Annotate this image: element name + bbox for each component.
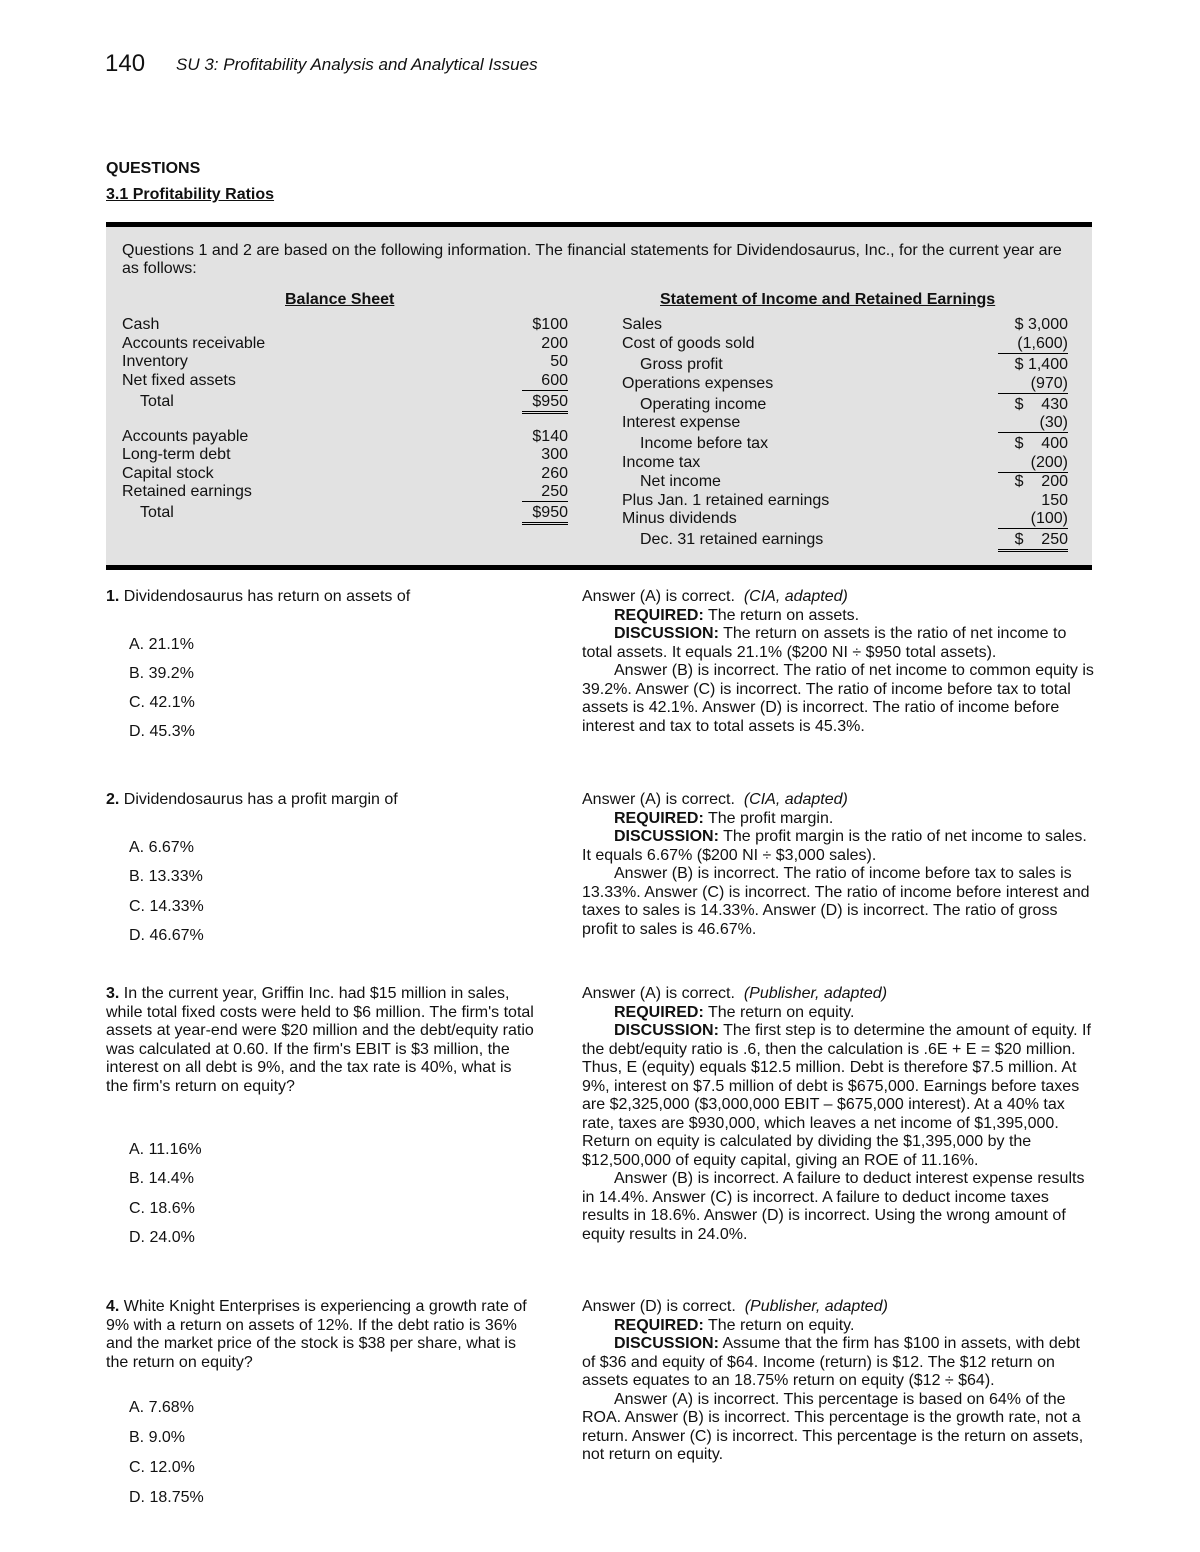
is-label: Dec. 31 retained earnings bbox=[640, 531, 824, 548]
is-label: Cost of goods sold bbox=[622, 335, 755, 352]
is-label: Net income bbox=[640, 473, 721, 490]
is-value: (1,600) bbox=[998, 335, 1068, 354]
info-intro: Questions 1 and 2 are based on the following information. The financial statements for Dividendosaurus, Inc., for the current year are as follows: bbox=[122, 242, 1062, 277]
is-label: Gross profit bbox=[640, 356, 723, 373]
discussion-label: DISCUSSION: bbox=[614, 828, 719, 845]
bs-label: Retained earnings bbox=[122, 483, 252, 500]
answer-option[interactable]: A. 11.16% bbox=[129, 1141, 202, 1158]
answer-option[interactable]: A. 7.68% bbox=[129, 1399, 194, 1416]
required-label: REQUIRED: bbox=[614, 606, 704, 624]
required-text: The profit margin. bbox=[707, 809, 834, 827]
answer-source: (CIA, adapted) bbox=[743, 588, 848, 605]
incorrect-answers-text: Answer (B) is incorrect. The ratio of income before tax to sales is 13.33%. Answer (C) is incorrect. The ratio of income before interest and taxes to sales is 14.33%. Answer (D) is incorrect. The ratio of gross profit to sales is 46.67%. bbox=[582, 865, 1090, 938]
answer-line: Answer (A) is correct. bbox=[582, 588, 735, 605]
answer-option[interactable]: D. 18.75% bbox=[129, 1489, 204, 1506]
bs-value: 300 bbox=[541, 446, 568, 463]
is-label: Minus dividends bbox=[622, 510, 737, 527]
answer-option[interactable]: D. 24.0% bbox=[129, 1229, 195, 1246]
required-label: REQUIRED: bbox=[614, 809, 704, 827]
required-text: The return on assets. bbox=[707, 606, 860, 624]
bs-label: Accounts receivable bbox=[122, 335, 266, 352]
answer-option[interactable]: B. 9.0% bbox=[129, 1429, 186, 1446]
is-value: 150 bbox=[1041, 492, 1068, 509]
question-number: 1. bbox=[106, 588, 120, 605]
bs-value: 50 bbox=[550, 353, 568, 370]
required-label: REQUIRED: bbox=[614, 1003, 704, 1021]
required-label: REQUIRED: bbox=[614, 1316, 704, 1334]
is-value: $ 400 bbox=[1014, 435, 1068, 452]
is-label: Income tax bbox=[622, 454, 701, 471]
bs-total-value: $950 bbox=[522, 393, 568, 414]
is-label: Operations expenses bbox=[622, 375, 774, 392]
bs-value: $140 bbox=[532, 428, 568, 445]
is-value: (200) bbox=[998, 454, 1068, 473]
answer-line: Answer (D) is correct. bbox=[582, 1298, 736, 1315]
page-number: 140 bbox=[105, 50, 146, 77]
bs-value: 200 bbox=[541, 335, 568, 352]
is-label: Plus Jan. 1 retained earnings bbox=[622, 492, 830, 509]
answer-option[interactable]: B. 13.33% bbox=[129, 868, 203, 885]
discussion-text: Assume that the firm has $100 in assets, with debt of $36 and equity of $64. Income (return) is $12. The $12 return on assets equates to an 18.75% return on equity ($12 ÷ $64). bbox=[582, 1335, 1080, 1389]
answer-option[interactable]: C. 42.1% bbox=[129, 694, 195, 711]
incorrect-answers-text: Answer (A) is incorrect. This percentage is based on 64% of the ROA. Answer (B) is incorrect. This percentage is the growth rate, not a return. Answer (C) is incorrect. This percentage is the return on assets, not return on equity. bbox=[582, 1390, 1084, 1463]
is-label: Operating income bbox=[640, 396, 767, 413]
bs-value: $100 bbox=[532, 316, 568, 333]
bs-label: Capital stock bbox=[122, 465, 214, 482]
question-stem bbox=[106, 1298, 534, 1372]
answer-source: (Publisher, adapted) bbox=[744, 1298, 888, 1315]
question-stem bbox=[106, 985, 534, 1096]
bs-total-label: Total bbox=[140, 393, 174, 410]
bs-label: Cash bbox=[122, 316, 160, 333]
is-label: Interest expense bbox=[622, 414, 741, 431]
answer-option[interactable]: D. 46.67% bbox=[129, 927, 204, 944]
balance-sheet-title: Balance Sheet bbox=[285, 291, 395, 308]
is-value: $ 250 bbox=[998, 531, 1068, 552]
answer-option[interactable]: B. 14.4% bbox=[129, 1170, 194, 1187]
answer-option[interactable]: C. 14.33% bbox=[129, 898, 204, 915]
answer-option[interactable]: A. 21.1% bbox=[129, 636, 194, 653]
answer-line: Answer (A) is correct. bbox=[582, 985, 735, 1002]
is-value: (970) bbox=[998, 375, 1068, 394]
section-subtitle: 3.1 Profitability Ratios bbox=[106, 186, 275, 203]
question-number: 3. bbox=[106, 985, 120, 1002]
discussion-label: DISCUSSION: bbox=[614, 625, 719, 642]
bs-value: 260 bbox=[541, 465, 568, 482]
question-stem bbox=[106, 588, 526, 607]
is-label: Sales bbox=[622, 316, 663, 333]
answer-line: Answer (A) is correct. bbox=[582, 791, 735, 808]
unit-title: SU 3: Profitability Analysis and Analytical Issues bbox=[176, 55, 538, 74]
income-statement-title: Statement of Income and Retained Earnings bbox=[660, 291, 996, 308]
bs-label: Net fixed assets bbox=[122, 372, 236, 389]
question-number: 4. bbox=[106, 1298, 120, 1315]
discussion-text: The first step is to determine the amount of equity. If the debt/equity ratio is .6, then the calculation is .6E + E = $20 million. Thus, E (equity) equals $12.5 million. Debt is therefore $7.5 million. At 9%, interest on $7.5 million of debt is $675,000. Earnings before taxes are $2,325,000 ($3,000,000 EBIT – $675,000 interest). At a 40% tax rate, taxes are $930,000, which leaves a net income of $1,395,000. Return on equity is calculated by dividing the $1,395,000 by the $12,500,000 of equity capital, giving an ROE of 11.16%. bbox=[582, 1022, 1091, 1169]
answer-option[interactable]: C. 12.0% bbox=[129, 1459, 195, 1476]
question-text: Dividendosaurus has return on assets of bbox=[123, 588, 411, 605]
is-value: $ 200 bbox=[1014, 473, 1068, 490]
discussion-text: The profit margin is the ratio of net income to sales. It equals 6.67% ($200 NI ÷ $3,000 sales). bbox=[582, 828, 1087, 864]
discussion-label: DISCUSSION: bbox=[614, 1335, 719, 1352]
answer-option[interactable]: A. 6.67% bbox=[129, 839, 194, 856]
is-value: $ 3,000 bbox=[1014, 316, 1068, 333]
bs-value: 250 bbox=[522, 483, 568, 502]
question-stem bbox=[106, 791, 526, 810]
is-value: $ 430 bbox=[1014, 396, 1068, 413]
bs-total-value: $950 bbox=[522, 504, 568, 525]
answer-explanation bbox=[582, 1298, 1094, 1465]
is-value: (100) bbox=[998, 510, 1068, 529]
incorrect-answers-text: Answer (B) is incorrect. The ratio of net income to common equity is 39.2%. Answer (C) is incorrect. The ratio of income before tax to total assets is 42.1%. Answer (D) is incorrect. The ratio of income before interest and tax to total assets is 45.3%. bbox=[582, 662, 1094, 735]
answer-explanation bbox=[582, 985, 1094, 1244]
answer-explanation bbox=[582, 791, 1094, 939]
answer-source: (CIA, adapted) bbox=[743, 791, 848, 808]
required-text: The return on equity. bbox=[707, 1316, 855, 1334]
answer-source: (Publisher, adapted) bbox=[743, 985, 888, 1002]
question-number: 2. bbox=[106, 791, 120, 808]
bs-label: Inventory bbox=[122, 353, 188, 370]
bs-value: 600 bbox=[522, 372, 568, 391]
is-label: Income before tax bbox=[640, 435, 769, 452]
incorrect-answers-text: Answer (B) is incorrect. A failure to deduct interest expense results in 14.4%. Answer (C) is incorrect. A failure to deduct income taxes results in 18.6%. Answer (D) is incorrect. Using the wrong amount of equity results in 24.0%. bbox=[582, 1170, 1085, 1243]
section-title: QUESTIONS bbox=[106, 160, 201, 177]
question-text: In the current year, Griffin Inc. had $15 million in sales, while total fixed costs were held to $6 million. The firm's total assets at year-end were $20 million and the debt/equity ratio was calculated at 0.60. If the firm's EBIT is $3 million, the interest on all debt is 9%, and the tax rate is 40%, what is the firm's return on equity? bbox=[106, 985, 534, 1095]
question-text: Dividendosaurus has a profit margin of bbox=[123, 791, 398, 808]
required-text: The return on equity. bbox=[707, 1003, 855, 1021]
bs-label: Long-term debt bbox=[122, 446, 231, 463]
bs-label: Accounts payable bbox=[122, 428, 249, 445]
discussion-text: The return on assets is the ratio of net income to total assets. It equals 21.1% ($200 NI ÷ $950 total assets). bbox=[582, 625, 1067, 661]
answer-option[interactable]: B. 39.2% bbox=[129, 665, 194, 682]
answer-explanation bbox=[582, 588, 1094, 736]
discussion-label: DISCUSSION: bbox=[614, 1022, 719, 1039]
answer-option[interactable]: D. 45.3% bbox=[129, 723, 195, 740]
is-value: $ 1,400 bbox=[1014, 356, 1068, 373]
question-text: White Knight Enterprises is experiencing a growth rate of 9% with a return on assets of 12%. If the debt ratio is 36% and the market price of the stock is $38 per share, what is the return on equity? bbox=[106, 1298, 527, 1371]
bs-total-label: Total bbox=[140, 504, 174, 521]
is-value: (30) bbox=[998, 414, 1068, 433]
answer-option[interactable]: C. 18.6% bbox=[129, 1200, 195, 1217]
